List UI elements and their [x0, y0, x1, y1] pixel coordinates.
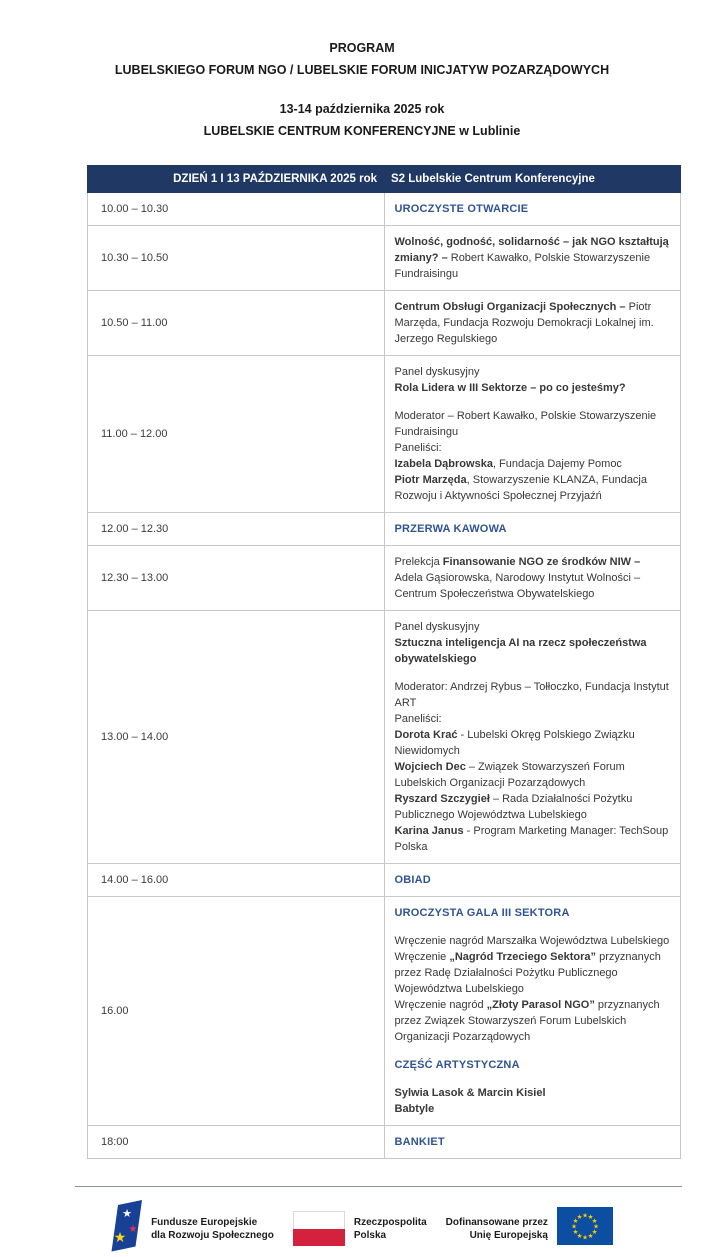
text-line — [395, 456, 671, 472]
paragraph — [395, 234, 671, 282]
document-header — [0, 37, 724, 142]
table-row — [88, 897, 681, 1126]
table-row — [88, 864, 681, 897]
fundusze-europejskie-label — [151, 1216, 274, 1242]
text-segment: – Związek Stowarzyszeń Forum Lubelskich Organizacji Pozarządowych — [394, 761, 625, 789]
text-segment: Robert Kawałko, Polskie Stowarzyszenie Fundraisingu — [394, 252, 651, 280]
text-line — [395, 1134, 671, 1150]
text-line — [395, 727, 671, 759]
text-segment: - Program Marketing Manager: TechSoup Polska — [394, 825, 669, 853]
text-segment: – Rada Działalności Pożytku Publicznego Województwa Lubelskiego — [394, 793, 633, 821]
content-cell — [384, 226, 681, 291]
session-heading: UROCZYSTA GALA III SEKTORA — [394, 907, 570, 919]
paragraph — [395, 201, 671, 217]
text-line — [395, 1101, 671, 1117]
text-line — [395, 872, 671, 888]
text-segment: Panel dyskusyjny — [394, 621, 480, 633]
text-segment: , Stowarzyszenie KLANZA, Fundacja Rozwoju i Aktywności Społecznej Przyjaźń — [394, 474, 647, 502]
session-heading: PRZERWA KAWOWA — [394, 523, 507, 535]
time-cell: 18:00 — [88, 1126, 385, 1159]
text-line — [395, 380, 671, 396]
text-line — [395, 619, 671, 635]
svg-text:★: ★ — [571, 1222, 577, 1231]
content-cell — [384, 546, 681, 611]
text-segment: Wojciech Dec — [394, 761, 466, 773]
time-cell: 12.30 – 13.00 — [88, 546, 385, 611]
session-heading: UROCZYSTE OTWARCIE — [394, 203, 529, 215]
event-venue: LUBELSKIE CENTRUM KONFERENCYJNE w Lublinie — [203, 124, 521, 138]
text-line — [395, 364, 671, 380]
poland-flag-icon — [293, 1211, 345, 1246]
paragraph — [395, 933, 671, 1045]
content-cell — [384, 611, 681, 864]
text-line — [395, 440, 671, 456]
text-segment: Izabela Dąbrowska — [394, 458, 493, 470]
paragraph — [395, 679, 671, 855]
text-line — [395, 949, 671, 997]
day-header-date: DZIEŃ 1 I 13 PAŹDZIERNIKA 2025 rok — [173, 173, 377, 185]
time-cell: 10.30 – 10.50 — [88, 226, 385, 291]
svg-text:★: ★ — [122, 1207, 133, 1220]
text-segment: Wręczenie — [394, 951, 450, 963]
program-title: PROGRAM — [329, 41, 395, 55]
logo-label-line: Unię Europejską — [469, 1229, 548, 1241]
paragraph — [395, 364, 671, 396]
text-line — [395, 472, 671, 504]
content-cell — [384, 1126, 681, 1159]
eu-funding-banner — [0, 1200, 724, 1257]
logo-label-line: dla Rozwoju Społecznego — [151, 1229, 274, 1241]
logo-label-line: Fundusze Europejskie — [151, 1216, 258, 1228]
content-cell — [384, 291, 681, 356]
svg-text:★: ★ — [591, 1228, 598, 1236]
text-line — [395, 1085, 671, 1101]
text-segment: Adela Gąsiorowska, Narodowy Instytut Wolności – Centrum Społeczeństwa Obywatelskiego — [394, 572, 641, 600]
paragraph — [395, 554, 671, 602]
paragraph — [395, 408, 671, 504]
table-header-row — [88, 166, 681, 193]
text-line — [395, 234, 671, 282]
content-cell — [384, 356, 681, 513]
fundusze-europejskie-logo-icon — [111, 1200, 142, 1257]
paragraph — [395, 1134, 671, 1150]
text-line — [395, 791, 671, 823]
text-line — [395, 823, 671, 855]
content-cell — [384, 513, 681, 546]
svg-text:★: ★ — [587, 1213, 594, 1221]
logo-label-line: Dofinansowane przez — [445, 1216, 548, 1228]
event-date: 13-14 października 2025 rok — [279, 102, 445, 116]
text-line — [395, 408, 671, 440]
text-segment: przyznanych przez Radę Działalności Pożytku Publicznego Województwa Lubelskiego — [394, 951, 661, 995]
paragraph — [395, 905, 671, 921]
time-cell: 11.00 – 12.00 — [88, 356, 385, 513]
session-heading: BANKIET — [394, 1136, 445, 1148]
text-segment: Sylwia Lasok & Marcin Kisiel — [394, 1087, 546, 1099]
schedule-table — [87, 165, 681, 1159]
forum-title: LUBELSKIEGO FORUM NGO / LUBELSKIE FORUM INICJATYW POZARZĄDOWYCH — [114, 63, 610, 77]
text-segment: „Nagród Trzeciego Sektora” — [449, 951, 597, 963]
svg-text:★: ★ — [576, 1213, 583, 1221]
text-line — [395, 635, 671, 667]
text-segment: Centrum Obsługi Organizacji Społecznych – — [394, 301, 629, 313]
text-segment: Paneliści: — [394, 713, 442, 725]
day-header-venue: S2 Lubelskie Centrum Konferencyjne — [391, 173, 595, 185]
text-line — [395, 1057, 671, 1073]
text-segment: , Fundacja Dajemy Pomoc — [492, 458, 622, 470]
svg-text:★: ★ — [587, 1232, 594, 1240]
content-cell — [384, 897, 681, 1126]
rzeczpospolita-polska-logo — [293, 1211, 427, 1246]
table-row — [88, 291, 681, 356]
content-cell — [384, 193, 681, 226]
time-cell: 10.00 – 10.30 — [88, 193, 385, 226]
day-header — [88, 166, 681, 193]
time-cell: 12.00 – 12.30 — [88, 513, 385, 546]
text-segment: Babtyle — [394, 1103, 435, 1115]
session-heading: CZĘŚĆ ARTYSTYCZNA — [394, 1059, 520, 1071]
text-line — [395, 299, 671, 347]
text-segment: Finansowanie NGO ze środków NIW – — [442, 556, 641, 568]
text-segment: Karina Janus — [394, 825, 464, 837]
table-row — [88, 611, 681, 864]
table-row — [88, 356, 681, 513]
text-segment: Rola Lidera w III Sektorze – po co jesteśmy? — [394, 382, 626, 394]
table-row — [88, 193, 681, 226]
text-segment: Piotr Marzęda, Fundacja Rozwoju Demokracji Lokalnej im. Jerzego Regulskiego — [394, 301, 654, 345]
time-cell: 10.50 – 11.00 — [88, 291, 385, 356]
paragraph — [395, 521, 671, 537]
program-page — [0, 37, 724, 1246]
eu-funding-logo — [446, 1207, 613, 1250]
text-segment: Paneliści: — [394, 442, 442, 454]
schedule-body — [88, 193, 681, 1159]
text-segment: Wręczenie nagród Marszałka Województwa Lubelskiego — [394, 935, 670, 947]
paragraph — [395, 872, 671, 888]
text-line — [395, 201, 671, 217]
table-row — [88, 513, 681, 546]
text-segment: Wręczenie nagród — [394, 999, 487, 1011]
paragraph — [395, 299, 671, 347]
eu-funding-label — [446, 1216, 548, 1242]
text-line — [395, 997, 671, 1045]
svg-text:★: ★ — [572, 1228, 579, 1236]
svg-text:★: ★ — [591, 1217, 598, 1225]
svg-text:★: ★ — [582, 1211, 588, 1220]
text-segment: „Złoty Parasol NGO” — [486, 999, 595, 1011]
svg-text:★: ★ — [113, 1230, 127, 1246]
logo-label-line: Rzeczpospolita — [353, 1216, 427, 1228]
paragraph — [395, 1085, 671, 1117]
paragraph — [395, 1057, 671, 1073]
time-cell: 16.00 — [88, 897, 385, 1126]
text-segment: Moderator: Andrzej Rybus – Tołłoczko, Fundacja Instytut ART — [394, 681, 669, 709]
time-cell: 14.00 – 16.00 — [88, 864, 385, 897]
text-segment: Panel dyskusyjny — [394, 366, 480, 378]
text-segment: przyznanych przez Związek Stowarzyszeń Forum Lubelskich Organizacji Pozarządowych — [394, 999, 660, 1043]
text-segment: Moderator – Robert Kawałko, Polskie Stowarzyszenie Fundraisingu — [394, 410, 657, 438]
fundusze-europejskie-logo — [111, 1200, 274, 1257]
text-line — [395, 933, 671, 949]
svg-text:★: ★ — [128, 1224, 138, 1235]
text-segment: Wolność, godność, solidarność – jak NGO kształtują zmiany? – — [394, 236, 669, 264]
text-line — [395, 759, 671, 791]
text-line — [395, 521, 671, 537]
logo-label-line: Polska — [353, 1229, 387, 1241]
paragraph — [395, 619, 671, 667]
time-cell: 13.00 – 14.00 — [88, 611, 385, 864]
table-row — [88, 226, 681, 291]
table-row — [88, 1126, 681, 1159]
text-segment: Ryszard Szczygieł — [394, 793, 490, 805]
svg-text:★: ★ — [582, 1233, 588, 1242]
text-segment: - Lubelski Okręg Polskiego Związku Niewidomych — [394, 729, 635, 757]
content-cell — [384, 864, 681, 897]
text-line — [395, 711, 671, 727]
text-segment: Dorota Krać — [394, 729, 458, 741]
text-line — [395, 554, 671, 602]
eu-flag-icon — [557, 1207, 613, 1250]
rzeczpospolita-polska-label — [354, 1216, 427, 1242]
svg-text:★: ★ — [593, 1222, 599, 1231]
footer-divider — [75, 1186, 682, 1187]
session-heading: OBIAD — [394, 874, 431, 886]
table-row — [88, 546, 681, 611]
text-segment: Prelekcja — [394, 556, 443, 568]
text-line — [395, 905, 671, 921]
text-line — [395, 679, 671, 711]
svg-text:★: ★ — [572, 1217, 579, 1225]
text-segment: Sztuczna inteligencja AI na rzecz społeczeństwa obywatelskiego — [394, 637, 647, 665]
svg-text:★: ★ — [576, 1232, 583, 1240]
text-segment: Piotr Marzęda — [394, 474, 467, 486]
